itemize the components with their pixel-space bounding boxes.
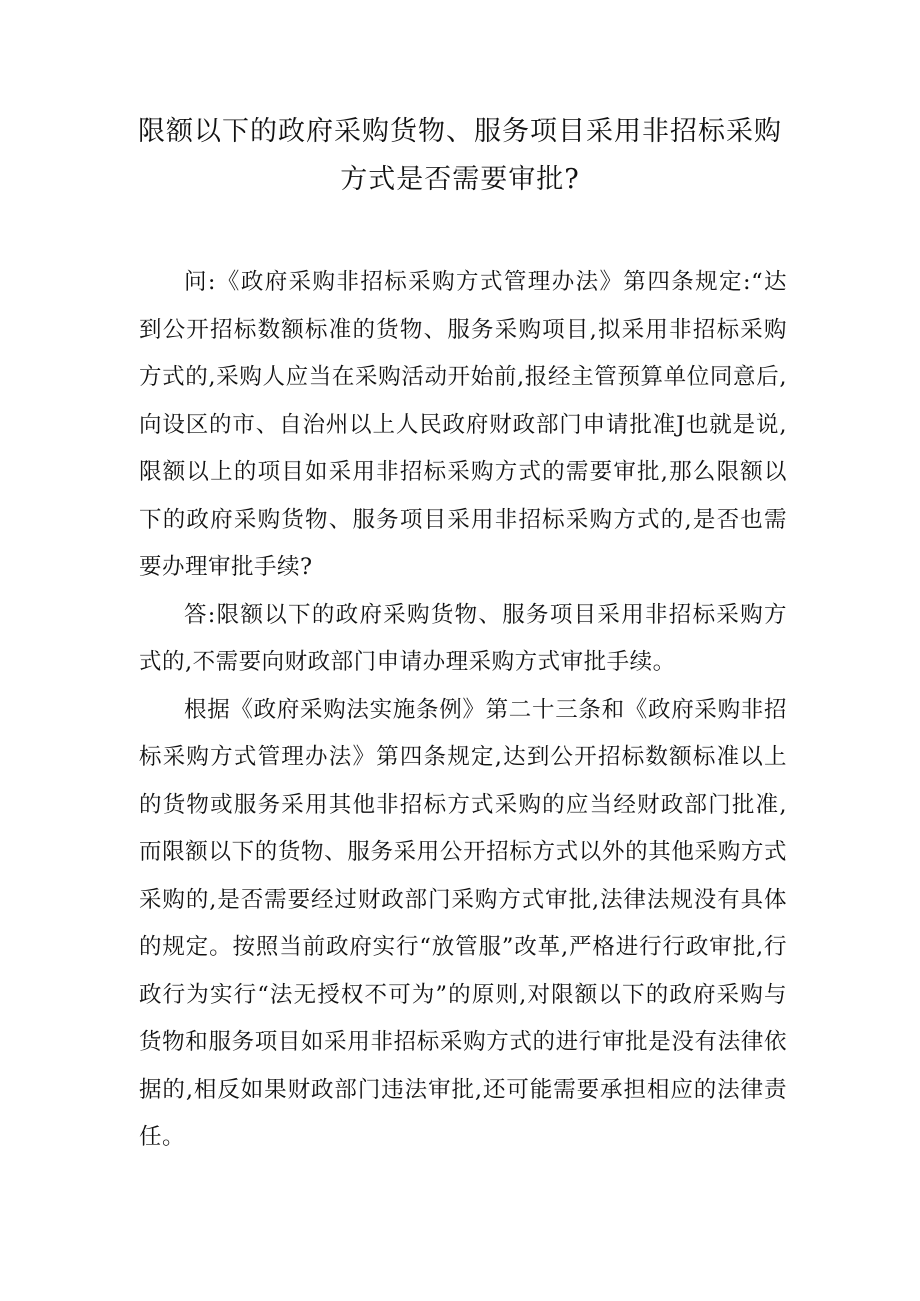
basis-paragraph: 根据《政府采购法实施条例》第二十三条和《政府采购非招标采购方式管理办法》第四条规定,达到公开招标数额标准以上的货物或服务采用其他非招标方式采购的应当经财政部门批准,而限额以下的货物、服务采用公开招标方式以外的其他采购方式采购的,是否需要经过财政部门采购方式审批,法律法规没有具体的规定。按照当前政府实行“放管服”改革,严格进行行政审批,行政行为实行“法无授权不可为”的原则,对限额以下的政府采购与货物和服务项目如采用非招标采购方式的进行审批是没有法律依据的,相反如果财政部门违法审批,还可能需要承担相应的法律责任。 [139, 696, 787, 1150]
document-title: 限额以下的政府采购货物、服务项目采用非招标采购方式是否需要审批? [138, 116, 782, 195]
question-paragraph: 问:《政府采购非招标采购方式管理办法》第四条规定:“达到公开招标数额标准的货物、服务采购项目,拟采用非招标采购方式的,采购人应当在采购活动开始前,报经主管预算单位同意后,向设区的市、自治州以上人民政府财政部门申请批准J也就是说,限额以上的项目如采用非招标采购方式的需要审批,那么限额以下的政府采购货物、服务项目采用非招标采购方式的,是否也需要办理审批手续? [139, 269, 787, 580]
answer-paragraph: 答:限额以下的政府采购货物、服务项目采用非招标采购方式的,不需要向财政部门申请办理采购方式审批手续。 [139, 601, 787, 675]
document-body [139, 259, 787, 1162]
